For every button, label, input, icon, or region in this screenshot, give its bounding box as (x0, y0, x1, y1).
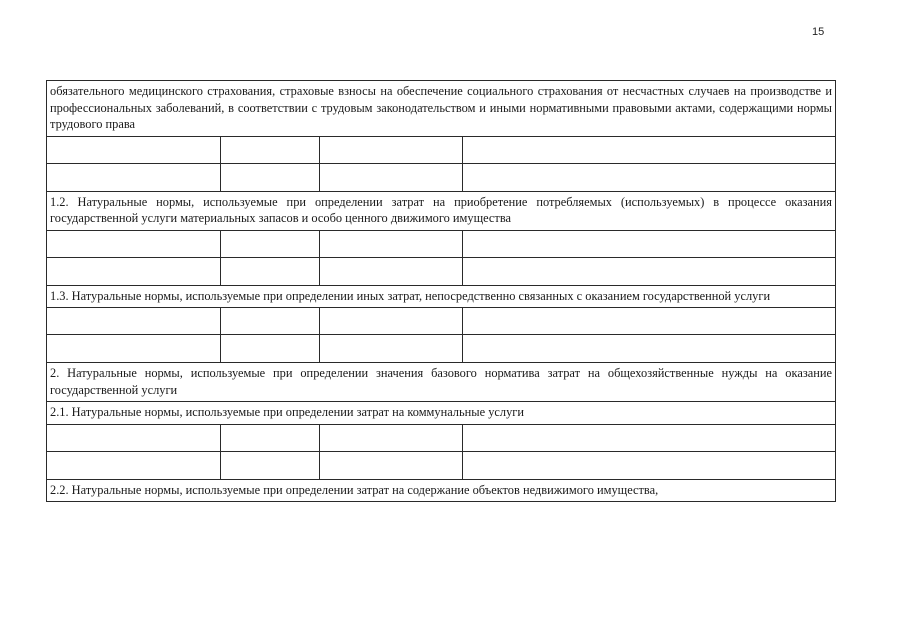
section-row-2-1 (47, 402, 836, 425)
table-row (47, 308, 836, 335)
table-cell[interactable] (221, 230, 320, 257)
table-cell[interactable] (320, 136, 463, 163)
table-cell[interactable] (463, 424, 836, 451)
table-cell[interactable] (463, 451, 836, 479)
table-cell[interactable] (320, 230, 463, 257)
section-text: 2. Натуральные нормы, используемые при определении значения базового норматива затрат на общехозяйственные нужды на оказание государственной услуги (47, 363, 836, 402)
table-cell[interactable] (221, 424, 320, 451)
table-cell[interactable] (221, 335, 320, 363)
table-cell[interactable] (463, 257, 836, 285)
table-cell[interactable] (47, 451, 221, 479)
table-row (47, 424, 836, 451)
table-cell[interactable] (221, 163, 320, 191)
section-row-2-2 (47, 479, 836, 502)
table-cell[interactable] (463, 308, 836, 335)
table-cell[interactable] (320, 257, 463, 285)
table-row (47, 136, 836, 163)
section-text: 1.2. Натуральные нормы, используемые при определении затрат на приобретение потребляемых (используемых) в процессе оказания государственной услуги материальных запасов и особо ценного движимого имущества (47, 191, 836, 230)
section-row-1-2 (47, 191, 836, 230)
table-row (47, 230, 836, 257)
section-row-2 (47, 363, 836, 402)
norms-table (46, 80, 836, 502)
table-cell[interactable] (320, 335, 463, 363)
section-text: обязательного медицинского страхования, страховые взносы на обеспечение социального страхования от несчастных случаев на производстве и профессиональных заболеваний, в соответствии с трудовым законодательством и иными нормативными правовыми актами, содержащими нормы трудового права (47, 81, 836, 137)
table-row (47, 451, 836, 479)
table-cell[interactable] (320, 308, 463, 335)
table-cell[interactable] (463, 230, 836, 257)
table-cell[interactable] (47, 308, 221, 335)
section-text: 1.3. Натуральные нормы, используемые при определении иных затрат, непосредственно связанных с оказанием государственной услуги (47, 285, 836, 308)
table-cell[interactable] (463, 335, 836, 363)
table-cell[interactable] (320, 451, 463, 479)
table-cell[interactable] (47, 257, 221, 285)
page-number: 15 (812, 26, 825, 38)
table-cell[interactable] (320, 163, 463, 191)
table-cell[interactable] (47, 230, 221, 257)
section-text: 2.2. Натуральные нормы, используемые при определении затрат на содержание объектов недвижимого имущества, (47, 479, 836, 502)
table-cell[interactable] (320, 424, 463, 451)
table-row (47, 257, 836, 285)
section-text: 2.1. Натуральные нормы, используемые при определении затрат на коммунальные услуги (47, 402, 836, 425)
section-row-continuation (47, 81, 836, 137)
table-cell[interactable] (47, 136, 221, 163)
table-cell[interactable] (47, 424, 221, 451)
table-cell[interactable] (221, 257, 320, 285)
table-cell[interactable] (221, 308, 320, 335)
table-cell[interactable] (463, 136, 836, 163)
table-cell[interactable] (221, 136, 320, 163)
table-row (47, 163, 836, 191)
table-row (47, 335, 836, 363)
table-cell[interactable] (47, 335, 221, 363)
table-cell[interactable] (47, 163, 221, 191)
table-cell[interactable] (463, 163, 836, 191)
section-row-1-3 (47, 285, 836, 308)
table-cell[interactable] (221, 451, 320, 479)
